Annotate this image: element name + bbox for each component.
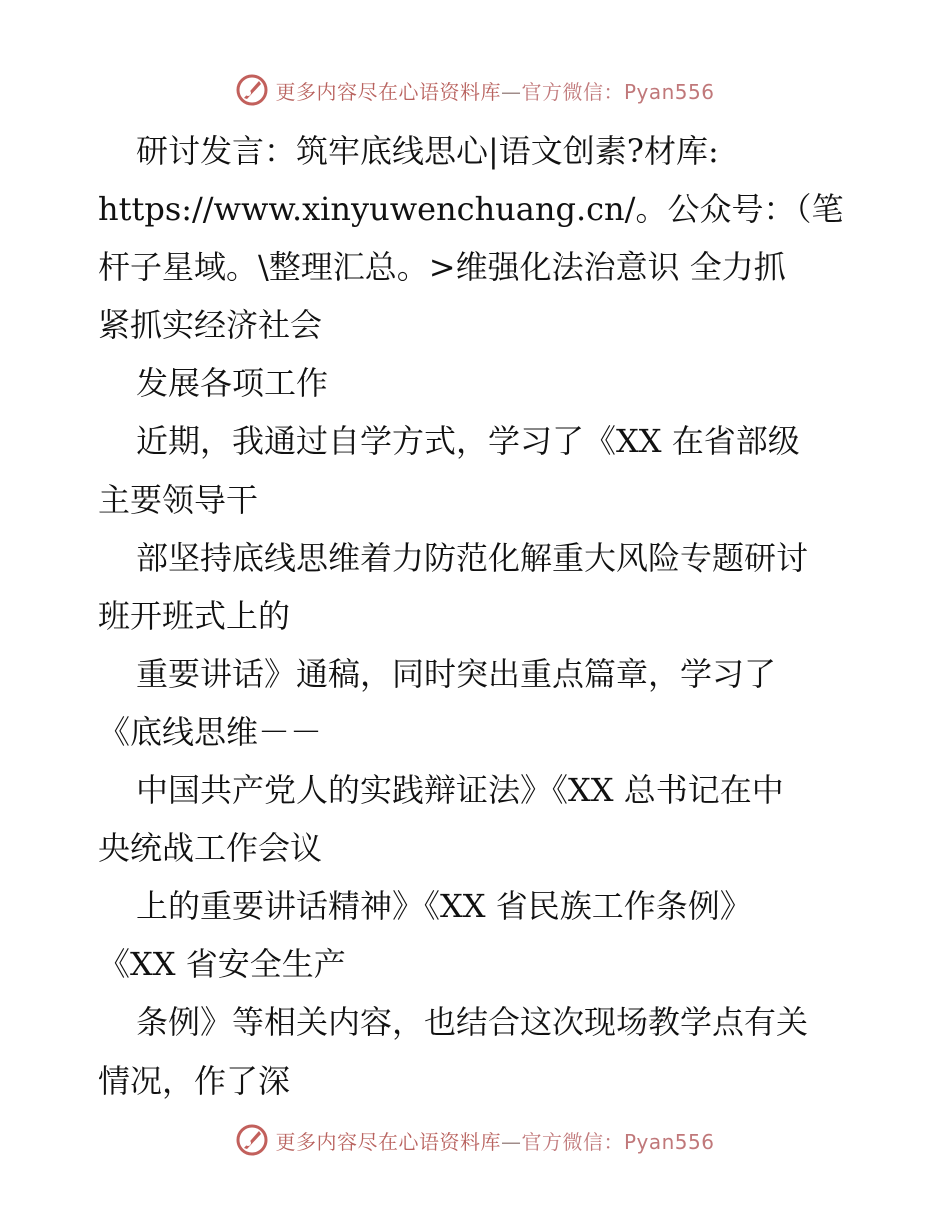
banner-wechat: 官方微信：Pyan556: [521, 79, 715, 104]
header-banner: [0, 70, 950, 110]
text-line: 紧抓实经济社会: [98, 306, 323, 345]
banner-separator: —: [500, 1129, 522, 1154]
text-line: 班开班式上的: [98, 596, 291, 635]
text-line: 《XX 省安全生产: [98, 945, 346, 984]
quill-logo-icon: [235, 1123, 269, 1157]
text-line: 近期，我通过自学方式，学习了《XX 在省部级: [136, 422, 800, 461]
banner-tagline: 更多内容尽在心语资料库: [275, 79, 501, 104]
text-line: 杆子星域。\整理汇总。>维强化法治意识 全力抓: [98, 248, 786, 287]
text-line: 央统战工作会议: [98, 829, 323, 868]
text-line: 重要讲话》通稿，同时突出重点篇章，学习了: [136, 654, 777, 693]
text-line: 条例》等相关内容，也结合这次现场教学点有关: [136, 1003, 809, 1042]
banner-wechat: 官方微信：Pyan556: [521, 1129, 715, 1154]
text-line: 研讨发言：筑牢底线思心|语文创素?材库:: [136, 132, 719, 170]
footer-banner: [0, 1120, 950, 1160]
text-line: 情况，作了深: [98, 1061, 291, 1100]
text-line: 《底线思维－－: [98, 712, 323, 751]
banner-separator: —: [500, 79, 522, 104]
text-line: 中国共产党人的实践辩证法》《XX 总书记在中: [136, 771, 784, 810]
quill-logo-icon: [235, 73, 269, 107]
banner-tagline: 更多内容尽在心语资料库: [275, 1129, 501, 1154]
text-line: 部坚持底线思维着力防范化解重大风险专题研讨: [136, 538, 809, 577]
document-body: [98, 122, 858, 1110]
text-line: https://www.xinyuwenchuang.cn/。公众号：（笔: [98, 190, 844, 229]
text-line: 主要领导干: [98, 480, 259, 519]
text-line: 上的重要讲话精神》《XX 省民族工作条例》: [136, 887, 752, 926]
text-line: 发展各项工作: [136, 364, 329, 403]
